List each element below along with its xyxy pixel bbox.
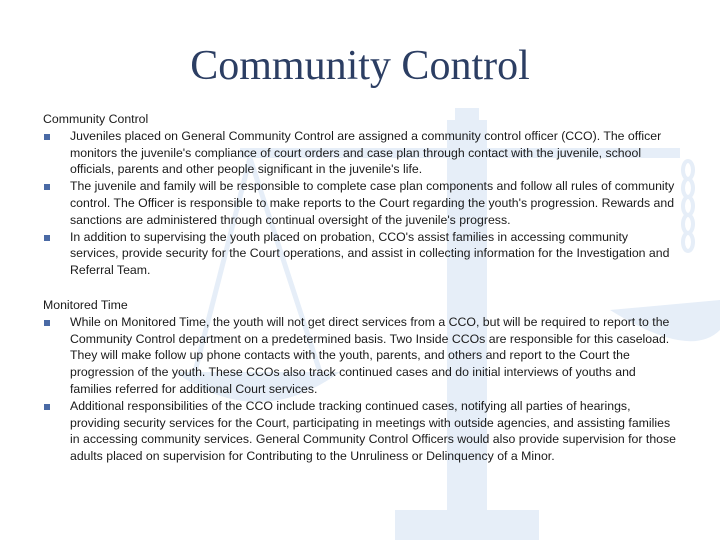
- square-bullet-icon: [44, 404, 50, 410]
- square-bullet-icon: [44, 134, 50, 140]
- list-item-text: In addition to supervising the youth placed on probation, CCO's assist families in accessing community services, provide security for the Court operations, and assist in collecting information for the Investigation and Referral Team.: [70, 229, 670, 278]
- section-heading: Monitored Time: [43, 297, 128, 312]
- list-item: [43, 229, 679, 279]
- slide-title: Community Control: [190, 43, 530, 89]
- list-item: [43, 314, 679, 398]
- bullet-list: [43, 314, 679, 465]
- section-heading: Community Control: [43, 112, 149, 126]
- list-item-text: While on Monitored Time, the youth will not get direct services from a CCO, but will be required to report to the Community Control department on a predetermined basis. Two Inside CCOs are responsible for this caseload. They will make follow up phone contacts with the youth, parents, and others and report to the Court the progression of the youth. These CCOs also track continued cases and do initial interviews of youths and families referred for additional Court services.: [70, 314, 670, 396]
- slide-content: [43, 111, 679, 465]
- square-bullet-icon: [44, 235, 50, 241]
- square-bullet-icon: [44, 184, 50, 190]
- list-item-text: Juveniles placed on General Community Control are assigned a community control officer (CCO). The officer monitors the juvenile's compliance of court orders and case plan through contact with the juvenile, school officials, parents and other people significant in the juvenile's life.: [70, 128, 662, 177]
- square-bullet-icon: [44, 320, 50, 326]
- list-item-text: The juvenile and family will be responsible to complete case plan components and follow all rules of community control. The Officer is responsible to make reports to the Court regarding the youth's progression. Rewards and sanctions are administered through continual oversight of the juvenile's progress.: [70, 179, 675, 227]
- bullet-list: [43, 128, 679, 279]
- list-item: [43, 128, 679, 178]
- list-item: [43, 398, 679, 465]
- section-monitored-time: [43, 297, 679, 465]
- list-item-text: Additional responsibilities of the CCO include tracking continued cases, notifying all parties of hearings, providing security services for the Court, participating in meetings with outside agencies, and assisting families in accessing community services. General Community Control Officers would also provide supervision for those adults placed on supervision for Contributing to the Unruliness or Delinquency of a Minor.: [70, 398, 676, 464]
- section-community-control: [43, 111, 679, 279]
- list-item: [43, 178, 679, 228]
